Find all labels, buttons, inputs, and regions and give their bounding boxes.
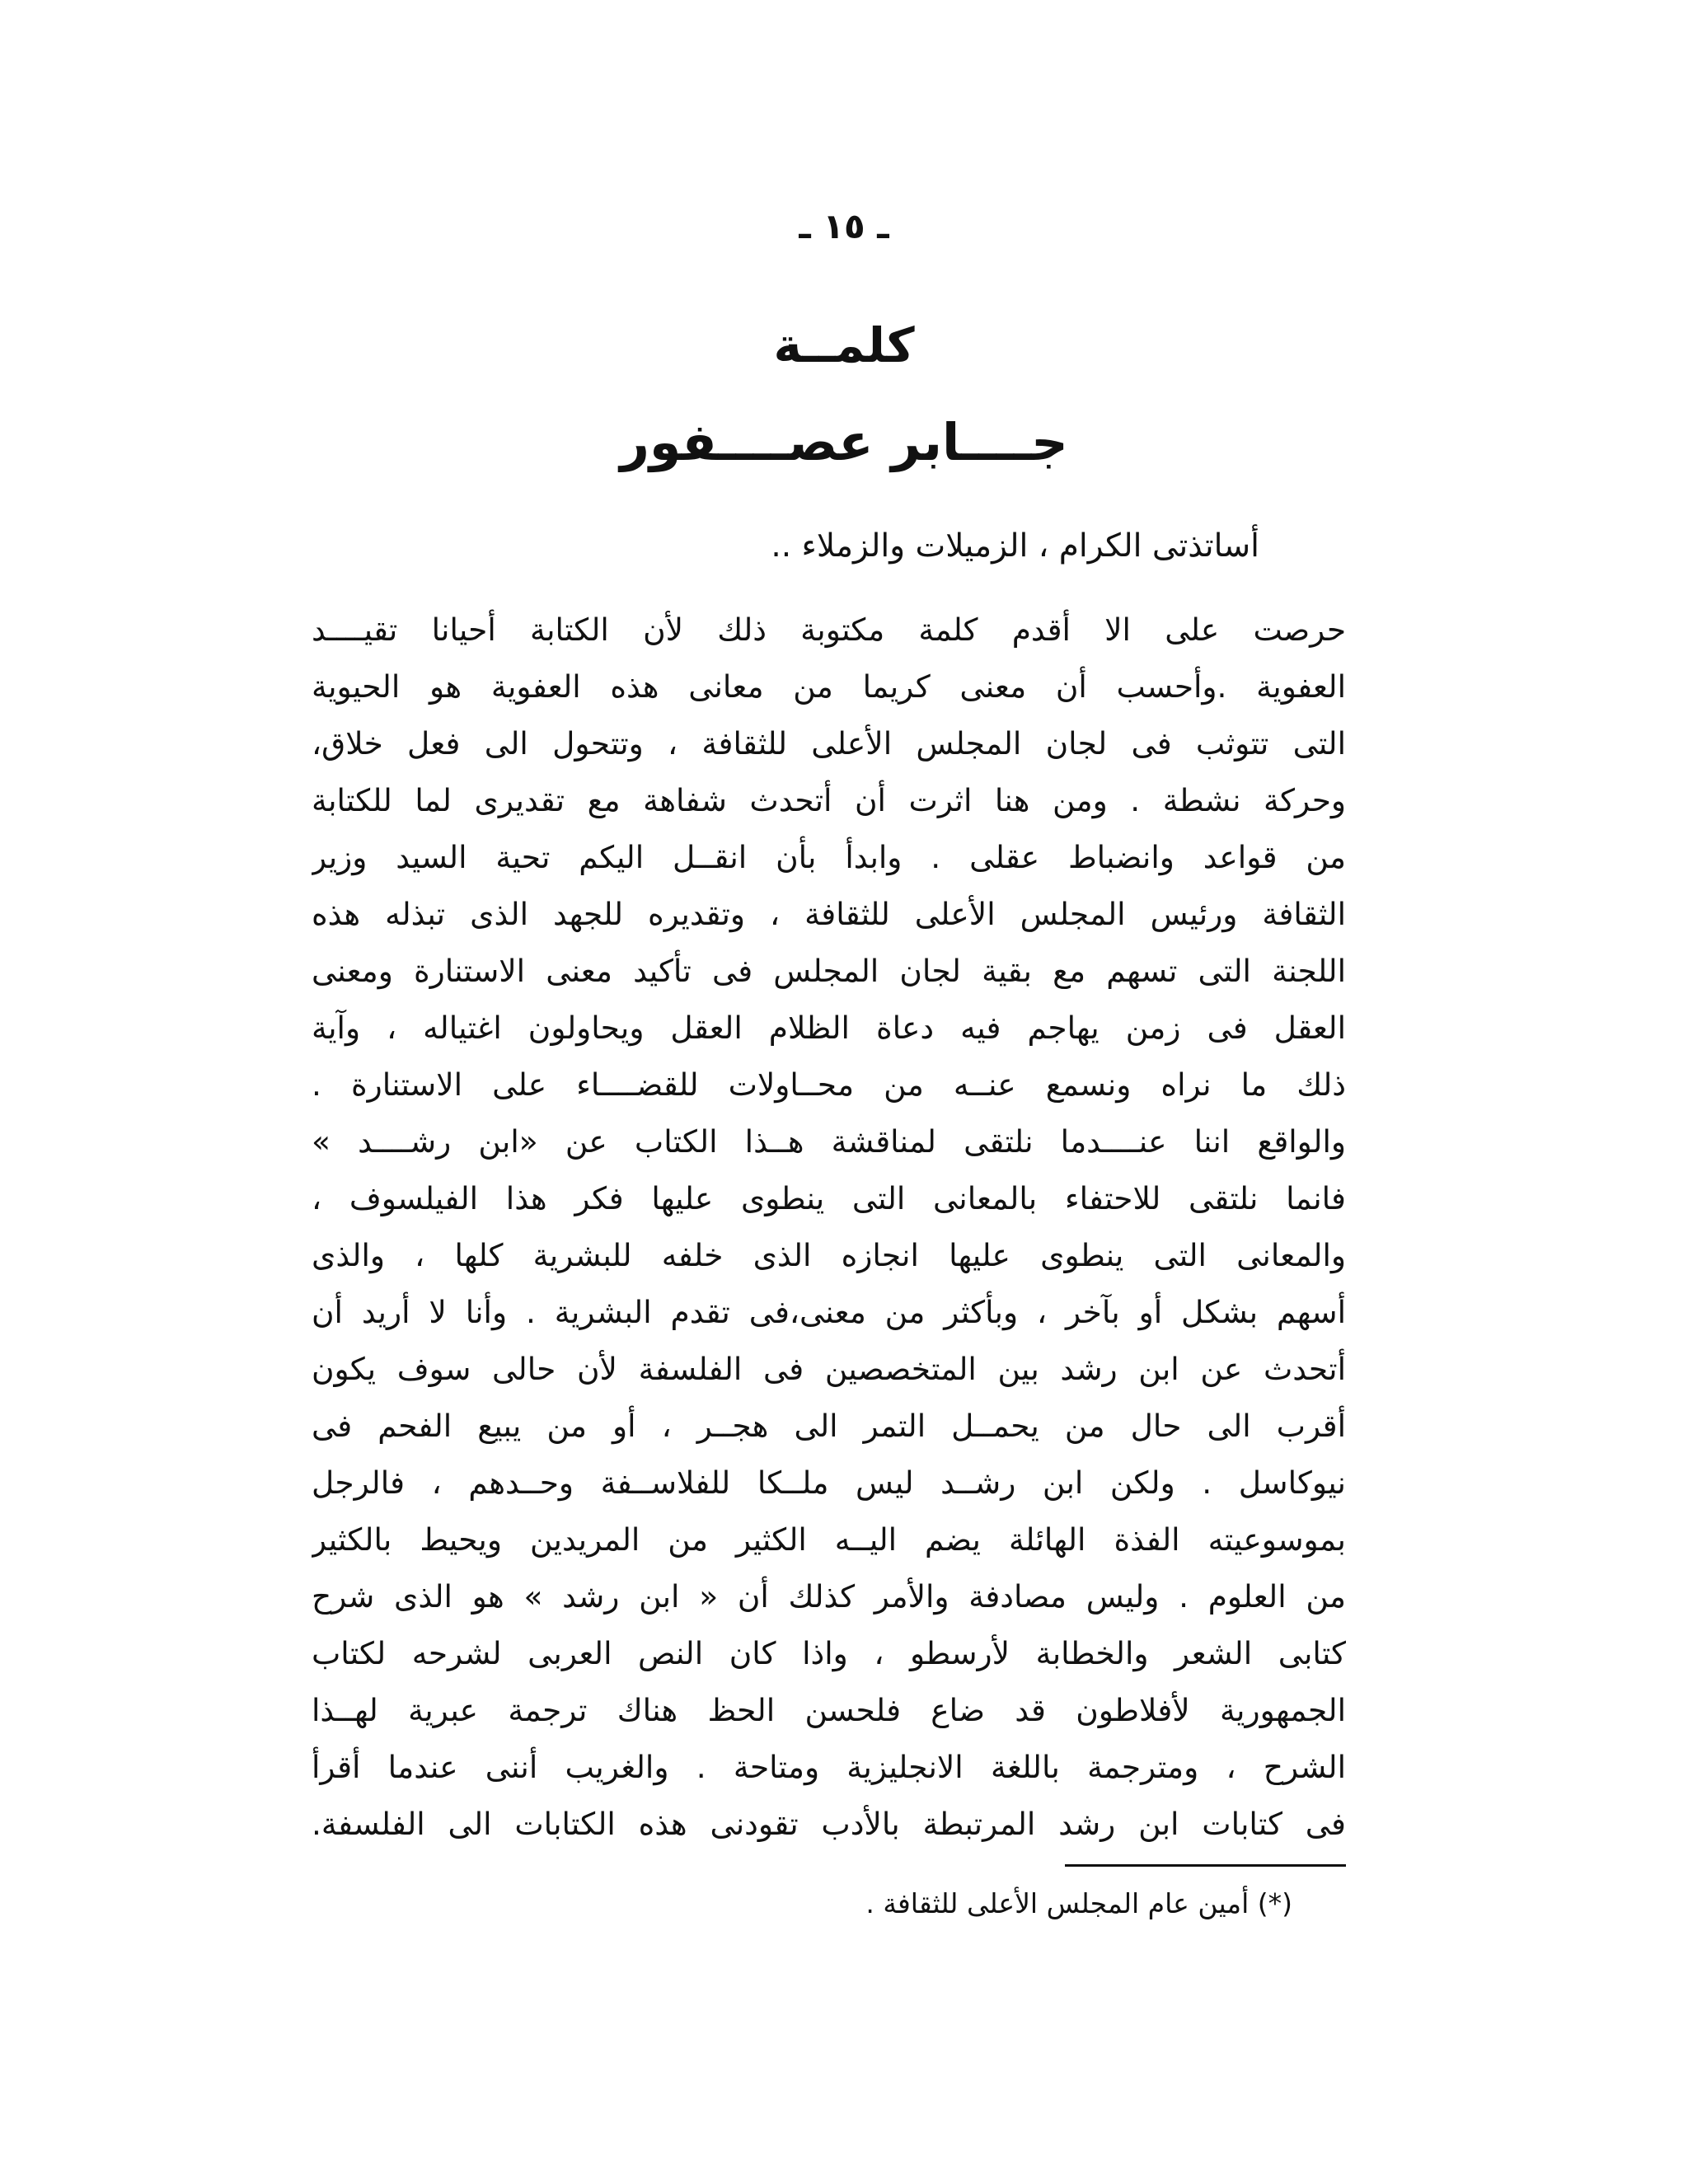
body-line: وحركة نشطة . ومن هنا اثرت أن أتحدث شفاهة مع تقديرى لما للكتابة: [312, 782, 1346, 818]
body-line: الثقافة ورئيس المجلس الأعلى للثقافة ، وتقديره للجهد الذى تبذله هذه: [312, 896, 1346, 932]
body-line: العقل فى زمن يهاجم فيه دعاة الظلام العقل ويحاولون اغتياله ، وآية: [312, 1010, 1346, 1046]
body-line: من العلوم . وليس مصادفة والأمر كذلك أن « ابن رشد » هو الذى شرح: [312, 1578, 1346, 1615]
body-line: فى كتابات ابن رشد المرتبطة بالأدب تقودنى هذه الكتابات الى الفلسفة.: [312, 1806, 1346, 1842]
body-line: والواقع اننا عنــــدما نلتقى لمناقشة هــذا الكتاب عن «ابن رشــــد »: [312, 1123, 1346, 1160]
body-line: الشرح ، ومترجمة باللغة الانجليزية ومتاحة . والغريب أننى عندما أقرأ: [312, 1749, 1346, 1785]
body-line: والمعانى التى ينطوى عليها انجازه الذى خلفه للبشرية كلها ، والذى: [312, 1237, 1346, 1273]
body-line: بموسوعيته الفذة الهائلة يضم اليــه الكثير من المريدين ويحيط بالكثير: [312, 1521, 1346, 1558]
body-line: اللجنة التى تسهم مع بقية لجان المجلس فى تأكيد معنى الاستنارة ومعنى: [312, 953, 1346, 989]
salutation: أساتذتى الكرام ، الزميلات والزملاء ..: [771, 527, 1259, 565]
body-line: الجمهورية لأفلاطون قد ضاع فلحسن الحظ هناك ترجمة عبرية لهــذا: [312, 1692, 1346, 1728]
author-name: جــــابر عصــــفور: [620, 412, 1068, 472]
body-line: العفوية .وأحسب أن معنى كريما من معانى هذه العفوية هو الحيوية: [312, 668, 1346, 705]
heading-word: كلمــة: [773, 317, 915, 373]
body-line: نيوكاسل . ولكن ابن رشــد ليس ملــكا للفلاســفة وحــدهم ، فالرجل: [312, 1465, 1346, 1501]
body-line: من قواعد وانضباط عقلى . وابدأ بأن انقــل اليكم تحية السيد وزير: [312, 839, 1346, 875]
body-line: ذلك ما نراه ونسمع عنــه من محــاولات للقضــــاء على الاستنارة .: [312, 1066, 1346, 1103]
body-line: أسهم بشكل أو بآخر ، وبأكثر من معنى،فى تقدم البشرية . وأنا لا أريد أن: [312, 1294, 1346, 1330]
body-line: فانما نلتقى للاحتفاء بالمعانى التى ينطوى عليها فكر هذا الفيلسوف ،: [312, 1180, 1346, 1216]
footnote: (*) أمين عام المجلس الأعلى للثقافة .: [865, 1887, 1292, 1919]
body-line: أتحدث عن ابن رشد بين المتخصصين فى الفلسفة لأن حالى سوف يكون: [312, 1351, 1346, 1387]
body-line: حرصت على الا أقدم كلمة مكتوبة ذلك لأن الكتابة أحيانا تقيــــد: [312, 612, 1346, 648]
footnote-divider: [1065, 1864, 1346, 1867]
body-line: التى تتوثب فى لجان المجلس الأعلى للثقافة ، وتتحول الى فعل خلاق،: [312, 725, 1346, 762]
body-text: [312, 602, 1346, 1853]
body-line: كتابى الشعر والخطابة لأرسطو ، واذا كان النص العربى لشرحه لكتاب: [312, 1635, 1346, 1671]
page-number: ـ ١٥ ـ: [799, 206, 889, 246]
body-line: أقرب الى حال من يحمــل التمر الى هجــر ، أو من يبيع الفحم فى: [312, 1408, 1346, 1444]
